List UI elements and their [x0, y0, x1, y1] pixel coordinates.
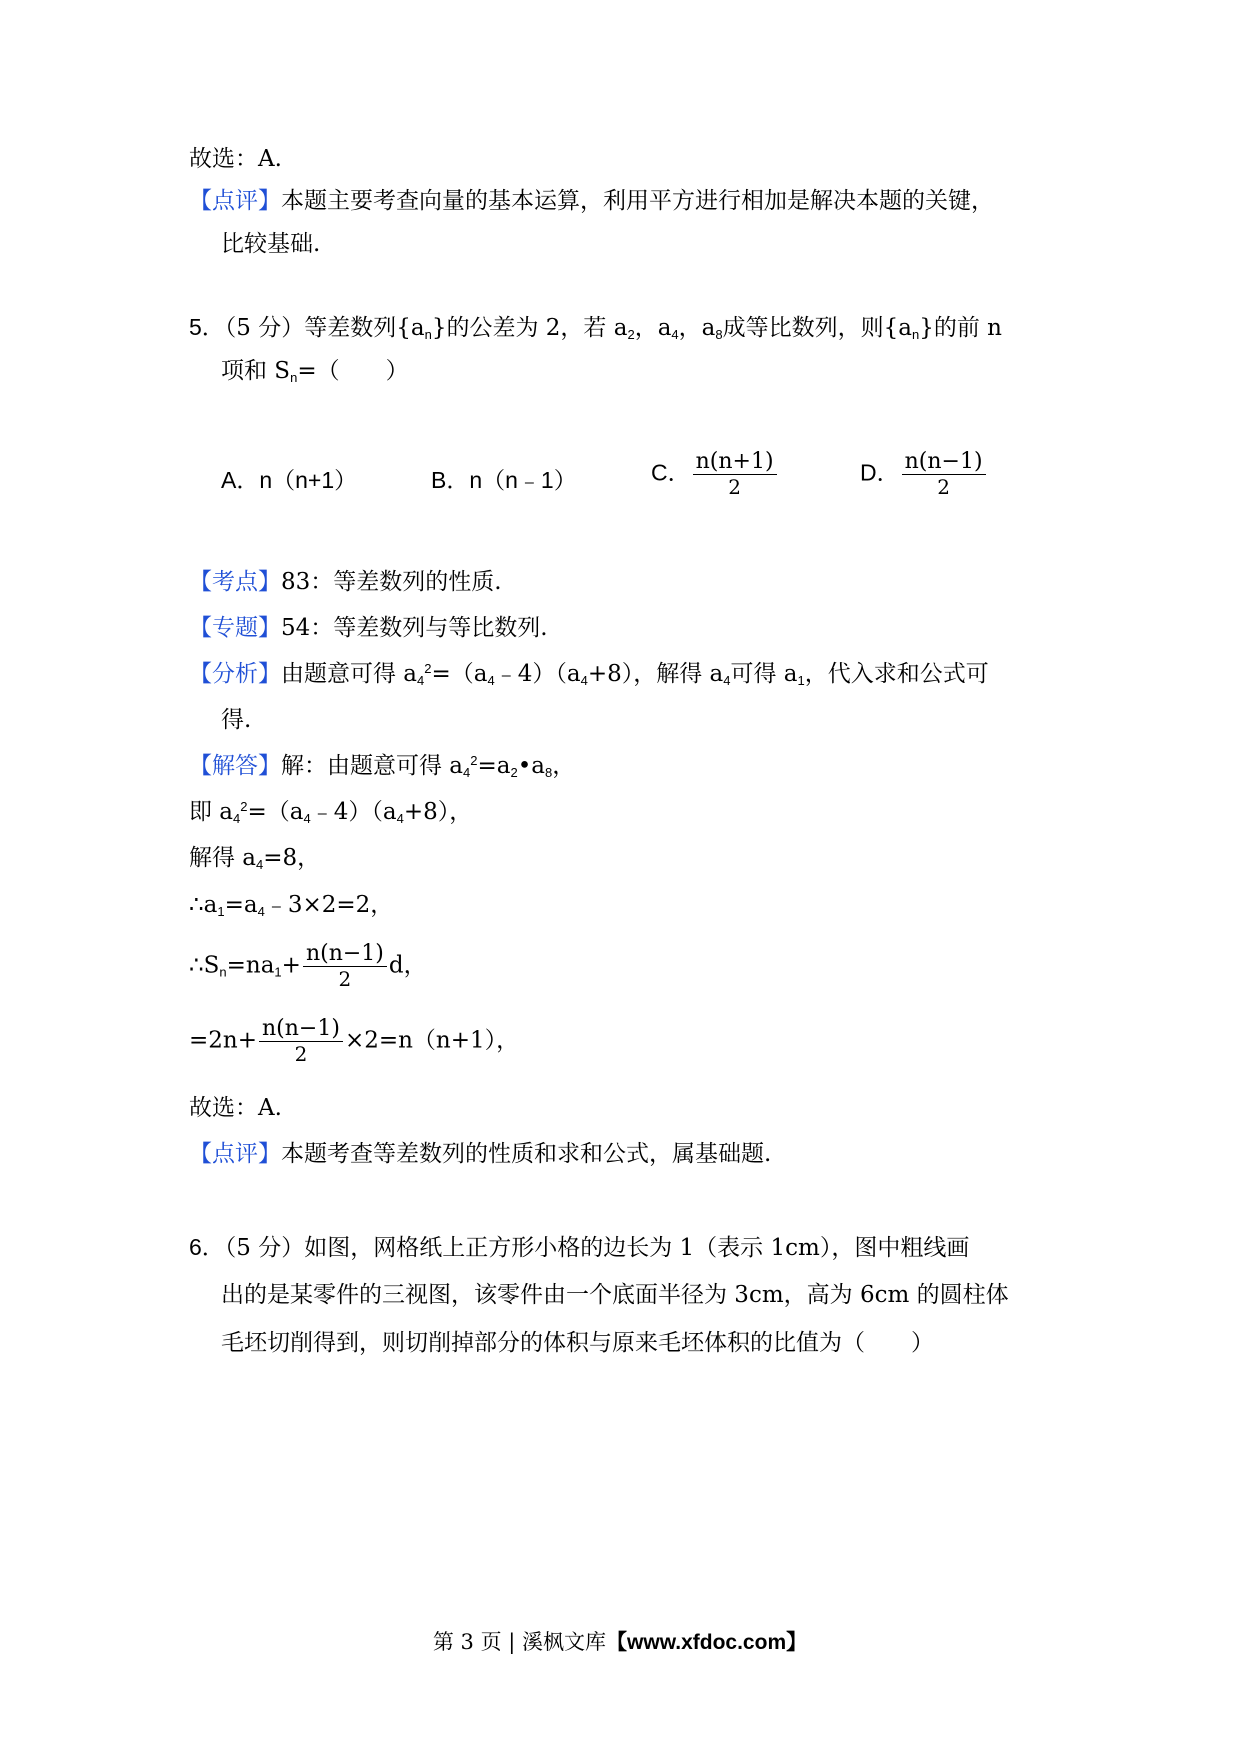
fraction-numerator: n(n−1) — [303, 942, 387, 967]
step4-fraction — [303, 942, 387, 991]
review-text: 本题考查等差数列的性质和求和公式，属基础题. — [281, 1141, 772, 1167]
q5-sup: 2 — [424, 661, 432, 676]
q6-text: （5 分）如图，网格纸上正方形小格的边长为 1（表示 1cm），图中粗线画 — [224, 1235, 970, 1261]
jieda-c: •a — [517, 753, 545, 779]
q5-stem-e: 成等比数列，则{a — [722, 315, 912, 341]
step5-a: =2n+ — [189, 1027, 257, 1054]
fenxi-b: =（a — [431, 661, 488, 687]
q5-sup: 2 — [470, 753, 478, 768]
review-text: 本题主要考查向量的基本运算，利用平方进行相加是解决本题的关键， — [281, 188, 994, 214]
q5-sub: 4 — [396, 811, 404, 826]
q5-sub: n — [424, 327, 432, 342]
q5-option-c-fraction — [693, 450, 777, 499]
q5-option-a: A．n（n+1） — [221, 467, 358, 493]
q5-number: 5． — [189, 314, 225, 340]
q5-step2 — [189, 843, 320, 873]
fenxi-a: 由题意可得 a — [281, 661, 418, 687]
q5-sub: 8 — [715, 327, 723, 342]
q5-answer: 故选：A. — [189, 1095, 282, 1121]
step4-c: + — [281, 952, 301, 979]
q5-sub: 4 — [257, 904, 265, 919]
zhuanti-tag: 【专题】 — [189, 615, 281, 641]
fenxi-f: ，代入求和公式可 — [804, 661, 989, 687]
fraction-denominator: 2 — [338, 967, 352, 991]
page-footer — [0, 1626, 1240, 1656]
q5-score: （5 分） — [224, 315, 305, 341]
q5-sub: n — [219, 964, 227, 980]
q5-sub: 4 — [463, 765, 471, 780]
fraction-numerator: n(n+1) — [693, 450, 777, 475]
q5-jieda — [189, 751, 575, 781]
review-tag: 【点评】 — [189, 188, 281, 214]
q6-line3: 毛坯切削得到，则切削掉部分的体积与原来毛坯体积的比值为（ ） — [221, 1330, 934, 1356]
q5-stem-c: ，a — [634, 315, 672, 341]
jieda-a: 解：由题意可得 a — [281, 753, 464, 779]
q5-kaodian — [189, 567, 502, 597]
fraction-numerator: n(n−1) — [902, 450, 986, 475]
q6-line2: 出的是某零件的三视图，该零件由一个底面半径为 3cm，高为 6cm 的圆柱体 — [221, 1282, 1009, 1308]
q5-option-d-label: D． — [860, 459, 900, 486]
q5-step4 — [189, 942, 427, 991]
q5-stem2-a: 项和 S — [221, 358, 291, 384]
prev-answer: 故选：A. — [189, 146, 282, 172]
q6-number: 6． — [189, 1234, 225, 1260]
q5-sub: 2 — [510, 765, 518, 780]
step4-a: ∴S — [189, 952, 220, 979]
step2-b: =8， — [263, 845, 321, 871]
library-name: 溪枫文库 — [522, 1630, 607, 1654]
q5-stem-b: }的公差为 2，若 a — [431, 315, 628, 341]
step2-a: 解得 a — [189, 845, 257, 871]
kaodian-text: 83：等差数列的性质. — [281, 569, 502, 595]
fenxi-d: +8），解得 a — [587, 661, 724, 687]
q5-sub: n — [911, 327, 920, 342]
step3-b: =a — [224, 892, 258, 918]
q5-sub: 8 — [545, 765, 553, 780]
q5-sub: 4 — [417, 673, 425, 688]
q5-sub: 4 — [303, 811, 311, 826]
step1-b: =（a — [247, 799, 304, 825]
q5-sub: 4 — [233, 811, 241, 826]
site-link[interactable]: 【www.xfdoc.com】 — [606, 1631, 808, 1654]
fraction-numerator: n(n−1) — [259, 1017, 343, 1042]
prev-review — [189, 186, 994, 216]
step5-fraction — [259, 1017, 343, 1066]
fenxi-e: 可得 a — [730, 661, 798, 687]
q5-step5 — [189, 1017, 519, 1066]
zhuanti-text: 54：等差数列与等比数列. — [281, 615, 548, 641]
q5-option-d-fraction — [902, 450, 986, 499]
q5-sub: 1 — [217, 904, 225, 919]
fenxi-c: ﹣4）（a — [494, 661, 581, 687]
fenxi-tag: 【分析】 — [189, 661, 281, 687]
step4-b: =na — [226, 952, 275, 979]
q5-sub: 4 — [487, 673, 495, 688]
q5-sub: 2 — [627, 327, 635, 342]
review-tag: 【点评】 — [189, 1141, 281, 1167]
fraction-denominator: 2 — [294, 1042, 308, 1066]
q5-fenxi-cont: 得. — [221, 707, 252, 733]
q5-stem — [189, 312, 1002, 343]
q6-line1 — [189, 1232, 969, 1263]
q5-sub: 1 — [797, 673, 805, 688]
q5-stem-f: }的前 n — [919, 315, 1002, 341]
q5-sub: 1 — [274, 964, 282, 980]
q5-sub: n — [290, 370, 298, 385]
step1-d: +8）， — [403, 799, 473, 825]
q5-review — [189, 1139, 771, 1169]
kaodian-tag: 【考点】 — [189, 569, 281, 595]
q5-stem2-b: =（ ） — [297, 358, 409, 384]
jieda-tag: 【解答】 — [189, 753, 281, 779]
step3-a: ∴a — [189, 892, 218, 918]
q5-fenxi — [189, 659, 989, 689]
q5-sub: 4 — [671, 327, 679, 342]
step5-b: ×2=n（n+1）， — [344, 1027, 520, 1054]
footer-separator: | — [508, 1630, 516, 1654]
q5-option-c — [651, 450, 779, 499]
q5-option-c-label: C． — [651, 459, 691, 486]
fraction-denominator: 2 — [937, 475, 950, 499]
page-number: 第 3 页 — [432, 1630, 502, 1654]
q5-stem-d: ，a — [678, 315, 716, 341]
q5-sup: 2 — [240, 799, 248, 814]
q5-option-d — [860, 450, 988, 499]
fraction-denominator: 2 — [728, 475, 741, 499]
jieda-d: ， — [552, 753, 576, 779]
q5-step3 — [189, 890, 393, 920]
step4-d: d， — [388, 952, 427, 979]
q5-option-b: B．n（n﹣1） — [431, 467, 577, 493]
step1-a: 即 a — [189, 799, 234, 825]
step1-c: ﹣4）（a — [310, 799, 397, 825]
q5-sub: 4 — [580, 673, 588, 688]
jieda-b: =a — [477, 753, 511, 779]
q5-stem-line2 — [221, 356, 409, 386]
q5-zhuanti — [189, 613, 548, 643]
step3-c: ﹣3×2=2， — [264, 892, 394, 918]
q5-step1 — [189, 797, 472, 827]
q5-sub: 4 — [256, 857, 264, 872]
prev-review-cont: 比较基础. — [221, 231, 321, 257]
q5-sub: 4 — [723, 673, 731, 688]
q5-stem-a: 等差数列{a — [304, 315, 425, 341]
